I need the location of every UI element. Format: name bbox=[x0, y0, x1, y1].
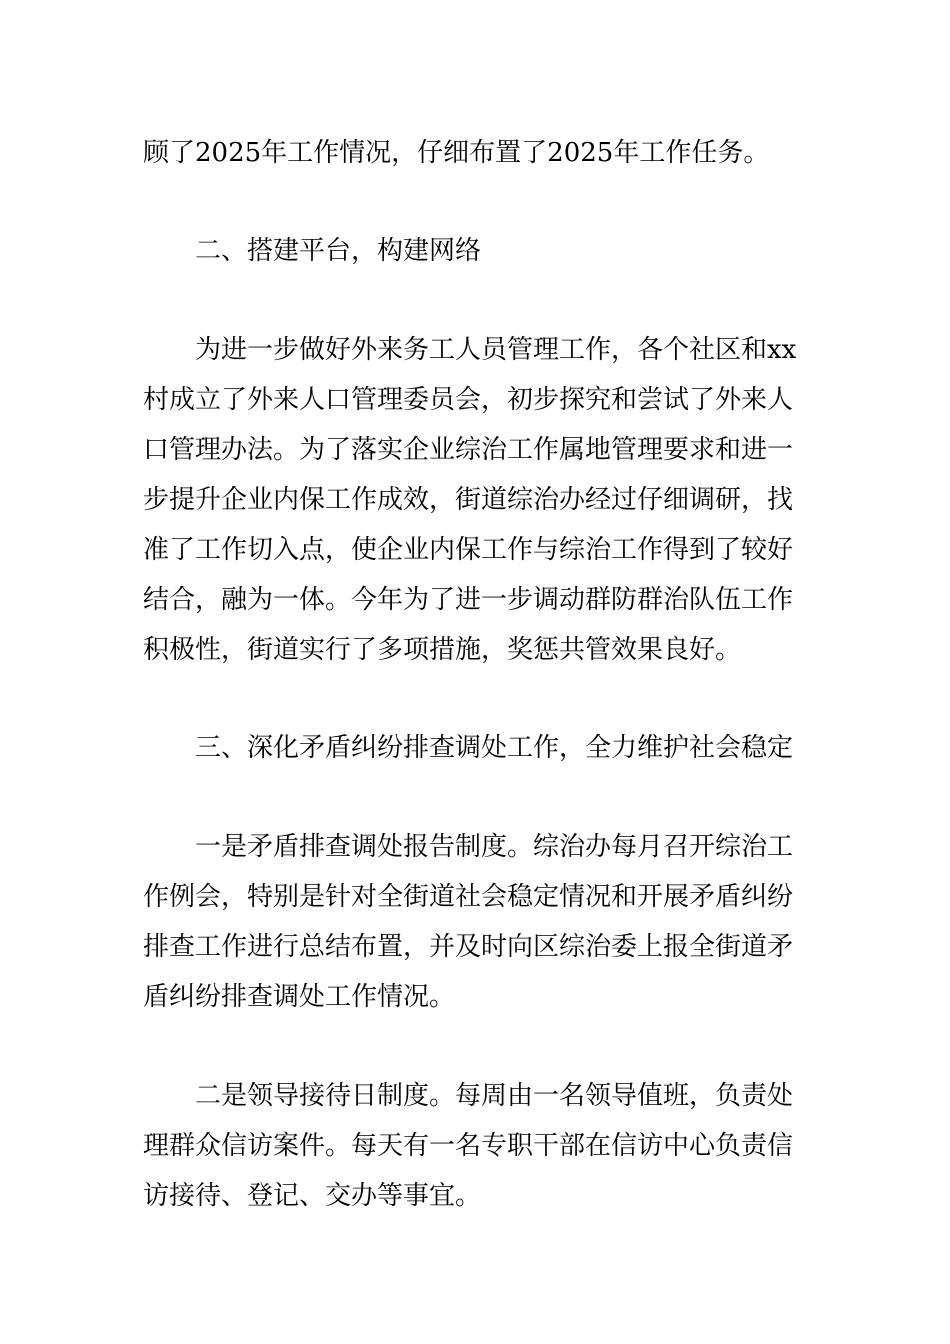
text-line: 排查工作进行总结布置，并及时向区综治委上报全街道矛 bbox=[143, 932, 794, 962]
text-line: 村成立了外来人口管理委员会，初步探究和尝试了外来人 bbox=[143, 385, 794, 415]
text-line: 访接待、登记、交办等事宜。 bbox=[143, 1181, 482, 1211]
text-line: 顾了2025年工作情况，仔细布置了2025年工作任务。 bbox=[143, 138, 770, 168]
continuation-paragraph bbox=[143, 128, 811, 178]
text-line: 准了工作切入点，使企业内保工作与综治工作得到了较好 bbox=[143, 535, 794, 565]
text-line: 为进一步做好外来务工人员管理工作，各个社区和xx bbox=[195, 335, 797, 365]
paragraph-dispute-reporting bbox=[143, 822, 811, 1022]
text-line: 二是领导接待日制度。每周由一名领导值班，负责处 bbox=[195, 1081, 794, 1111]
text-line: 作例会，特别是针对全街道社会稳定情况和开展矛盾纠纷 bbox=[143, 882, 794, 912]
section-heading-2: 二、搭建平台，构建网络 bbox=[195, 236, 482, 266]
paragraph-reception-day bbox=[143, 1071, 811, 1221]
text-line: 步提升企业内保工作成效，街道综治办经过仔细调研，找 bbox=[143, 485, 794, 515]
paragraph-outsider-management bbox=[143, 325, 811, 675]
section-heading-3: 三、深化矛盾纠纷排查调处工作，全力维护社会稳定 bbox=[195, 733, 794, 763]
text-line: 理群众信访案件。每天有一名专职干部在信访中心负责信 bbox=[143, 1131, 794, 1161]
text-line: 结合，融为一体。今年为了进一步调动群防群治队伍工作 bbox=[143, 585, 794, 615]
text-line: 积极性，街道实行了多项措施，奖惩共管效果良好。 bbox=[143, 635, 742, 665]
text-line: 盾纠纷排查调处工作情况。 bbox=[143, 982, 456, 1012]
text-line: 一是矛盾排查调处报告制度。综治办每月召开综治工 bbox=[195, 832, 794, 862]
text-line: 口管理办法。为了落实企业综治工作属地管理要求和进一 bbox=[143, 435, 794, 465]
